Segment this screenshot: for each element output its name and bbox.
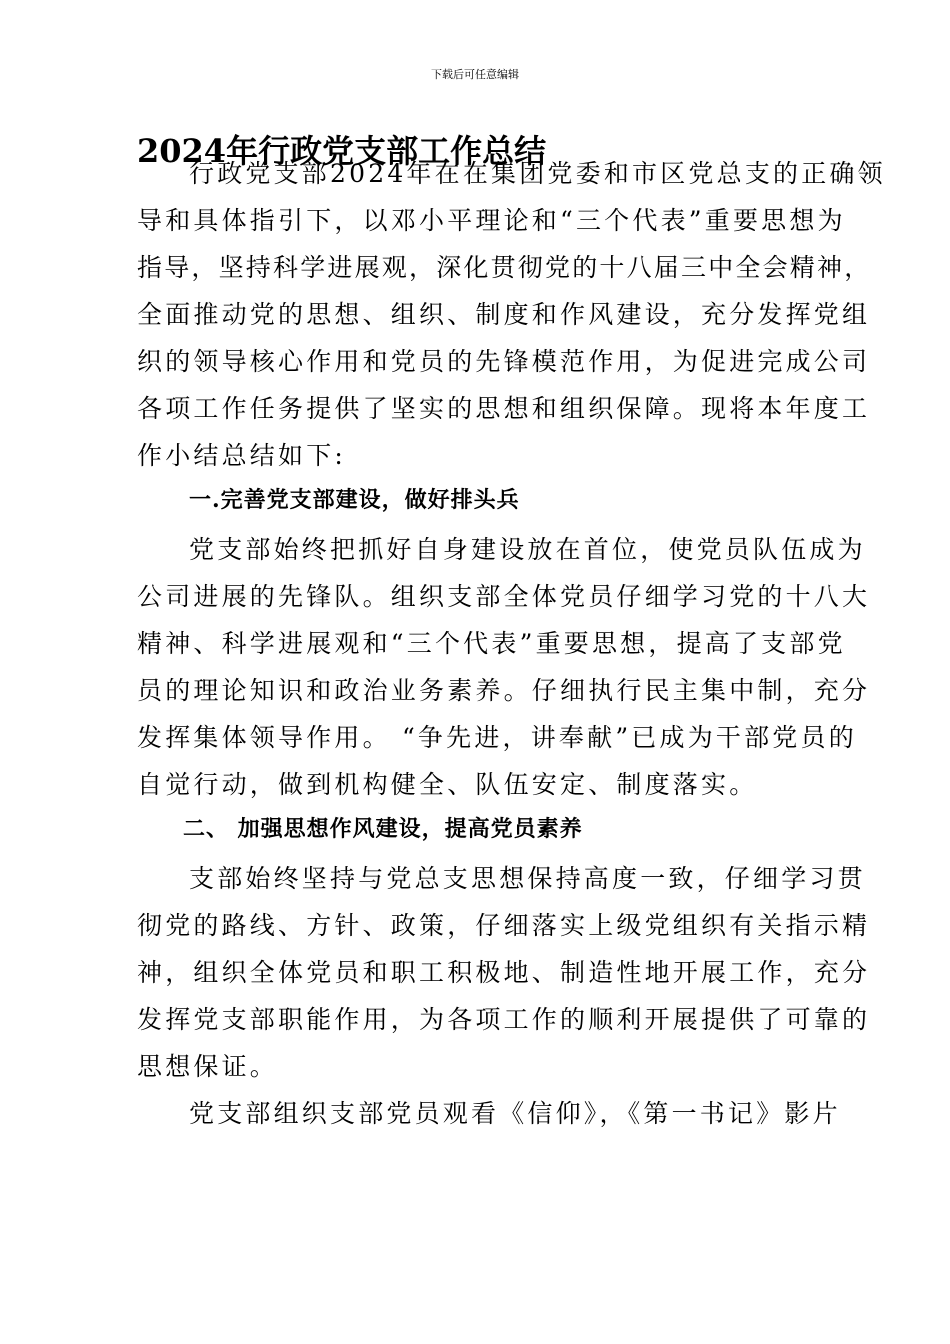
- section-heading-1: 一.完善党支部建设，做好排头兵: [189, 487, 520, 513]
- paragraph-line: 党支部组织支部党员观看《信仰》，《第一书记》影片: [189, 1099, 841, 1128]
- paragraph-line: 各项工作任务提供了坚实的思想和组织保障。现将本年度工: [137, 394, 871, 423]
- paragraph-line: 发挥党支部职能作用，为各项工作的顺利开展提供了可靠的: [137, 1005, 871, 1034]
- section-heading-2: 二、 加强思想作风建设，提高党员素养: [183, 816, 583, 842]
- paragraph-line: 自觉行动，做到机构健全、队伍安定、制度落实。: [137, 770, 758, 799]
- paragraph-line: 发挥集体领导作用。 “争先进，讲奉献”已成为干部党员的: [137, 723, 857, 752]
- paragraph-line: 彻党的路线、方针、政策，仔细落实上级党组织有关指示精: [137, 911, 871, 940]
- paragraph-line: 思想保证。: [137, 1052, 279, 1081]
- paragraph-line: 神，组织全体党员和职工积极地、制造性地开展工作，充分: [137, 958, 871, 987]
- paragraph-line: 支部始终坚持与党总支思想保持高度一致，仔细学习贯: [189, 864, 866, 893]
- paragraph-line: 行政党支部2024年在在集团党委和市区党总支的正确领: [189, 159, 886, 188]
- paragraph-line: 指导，坚持科学进展观，深化贯彻党的十八届三中全会精神，: [137, 253, 872, 282]
- paragraph-line: 全面推动党的思想、组织、制度和作风建设，充分发挥党组: [137, 300, 871, 329]
- paragraph-line: 精神、科学进展观和“三个代表”重要思想，提高了支部党: [137, 629, 846, 658]
- paragraph-line: 导和具体指引下，以邓小平理论和“三个代表”重要思想为: [137, 206, 846, 235]
- paragraph-line: 作小结总结如下:: [137, 441, 347, 470]
- paragraph-line: 党支部始终把抓好自身建设放在首位，使党员队伍成为: [189, 535, 866, 564]
- document-title: 2024年行政党支部工作总结: [137, 132, 547, 170]
- paragraph-line: 织的领导核心作用和党员的先锋模范作用，为促进完成公司: [137, 347, 871, 376]
- paragraph-line: 公司进展的先锋队。组织支部全体党员仔细学习党的十八大: [137, 582, 871, 611]
- paragraph-line: 员的理论知识和政治业务素养。仔细执行民主集中制，充分: [137, 676, 871, 705]
- page-header-note: 下载后可任意编辑: [431, 68, 519, 81]
